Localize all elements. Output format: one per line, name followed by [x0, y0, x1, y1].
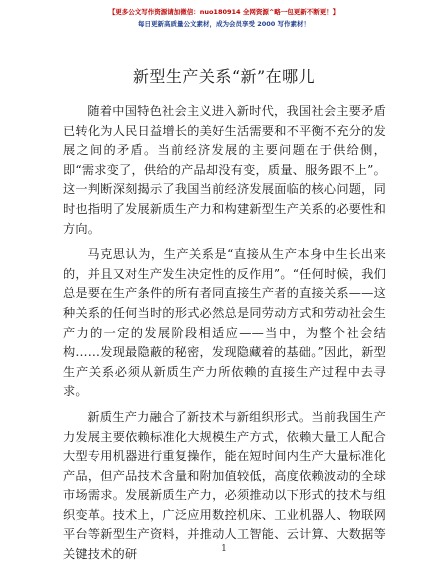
promo-line-1: 【更多公文写作资源请加微信：nuo180914 全网资源^略一包更新不断更！】	[108, 8, 340, 16]
paragraph: 随着中国特色社会主义进入新时代，我国社会主要矛盾已转化为人民日益增长的美好生活需要和不平衡不充分的发展之间的矛盾。当前经济发展的主要问题在于供给侧，即“需求变了，供给的产品却没有变，质量、服务跟不上”。这一判断深刻揭示了我国当前经济发展面临的核心问题，同时也指明了发展新质生产力和构建新型生产关系的必要性和方向。	[63, 104, 386, 236]
promo-banner	[0, 6, 448, 30]
promo-line-2: 每日更新高质量公文素材，成为会员享受 2000 写作素材！	[137, 20, 311, 28]
document-title: 新型生产关系“新”在哪儿	[132, 67, 316, 86]
document-body	[63, 102, 386, 571]
paragraph: 新质生产力融合了新技术与新组织形式。当前我国生产力发展主要依赖标准化大规模生产方式，依赖大量工人配合大型专用机器进行重复操作，能在短时间内生产大量标准化产品，但产品技术含量和附加值较低，高度依赖波动的全球市场需求。发展新质生产力，必须推动以下形式的技术与组织变革。技术上，广泛应用数控机床、工业机器人、物联网平台等新型生产资料，并推动人工智能、云计算、大数据等关键技术的研	[63, 409, 386, 562]
page-number: 1	[221, 544, 227, 554]
paragraph: 马克思认为，生产关系是“直接从生产本身中生长出来的，并且又对生产发生决定性的反作用”。“任何时候，我们总是要在生产条件的所有者同直接生产者的直接关系——这种关系的任何当时的形式必然总是同劳动方式和劳动社会生产力的一定的发展阶段相适应——当中，为整个社会结构……发现最隐蔽的秘密，发现隐藏着的基础。”因此，新型生产关系必须从新质生产力所依赖的直接生产过程中去寻求。	[63, 247, 386, 399]
